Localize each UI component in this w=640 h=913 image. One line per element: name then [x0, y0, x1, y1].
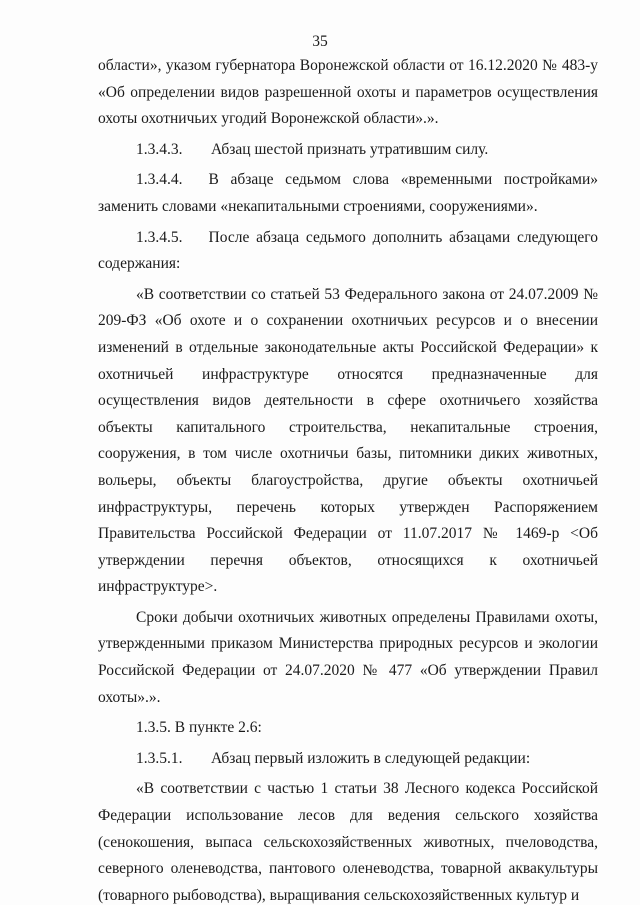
- document-body: [98, 53, 598, 913]
- quoted-paragraph-infrastructure: «В соответствии со статьей 53 Федерального закона от 24.07.2009 № 209-ФЗ «Об охоте и о сохранении охотничьих ресурсов и о внесении изменений в отдельные законодательные акты Российской Федерации» к охотничьей инфраструктуре относятся предназначенные для осуществления видов деятельности в сфере охотничьего хозяйства объекты капитального строительства, некапитальные строения, сооружения, в том числе охотничьи базы, питомники диких животных, вольеры, объекты благоустройства, другие объекты охотничьей инфраструктуры, перечень которых утвержден Распоряжением Правительства Российской Федерации от 11.07.2017 № 1469-р <Об утверждении перечня объектов, относящихся к охотничьей инфраструктуре>.: [98, 285, 598, 596]
- clause-number: 1.3.4.4.: [136, 171, 183, 189]
- quoted-paragraph-hunting-terms: Сроки добычи охотничьих животных определены Правилами охоты, утвержденными приказом Министерства природных ресурсов и экологии Российской Федерации от 24.07.2020 № 477 «Об утверждении Правил охоты».».: [98, 608, 598, 706]
- clause-text: В абзаце седьмом слова «временными постройками» заменить словами «некапитальными строениями, сооружениями».: [98, 171, 598, 215]
- clause-text: Абзац первый изложить в следующей редакции:: [211, 749, 531, 767]
- clause-1-3-4-5: [98, 225, 598, 278]
- clause-1-3-5: 1.3.5. В пункте 2.6:: [136, 719, 262, 737]
- clause-1-3-4-4: [98, 167, 598, 220]
- clause-number: 1.3.4.5.: [136, 228, 183, 246]
- quoted-paragraph-forest-code: «В соответствии с частью 1 статьи 38 Лесного кодекса Российской Федерации использование лесов для ведения сельского хозяйства (сенокошения, выпаса сельскохозяйственных животных, пчеловодства, северного оленеводства, пантового оленеводства, товарной аквакультуры (товарного рыбоводства), выращивания сельскохозяйственных культур и: [98, 780, 598, 904]
- paragraph-continuation: области», указом губернатора Воронежской области от 16.12.2020 № 483-у «Об определении видов разрешенной охоты и параметров осуществления охоты охотничьих угодий Воронежской области».».: [98, 57, 598, 128]
- clause-text: Абзац шестой признать утратившим силу.: [211, 140, 489, 158]
- page-number: 35: [312, 33, 328, 50]
- clause-1-3-5-1: [98, 746, 598, 773]
- clause-number: 1.3.5.1.: [136, 749, 183, 767]
- clause-1-3-4-3: [98, 137, 598, 164]
- clause-text: После абзаца седьмого дополнить абзацами следующего содержания:: [98, 228, 598, 273]
- clause-number: 1.3.4.3.: [136, 140, 183, 158]
